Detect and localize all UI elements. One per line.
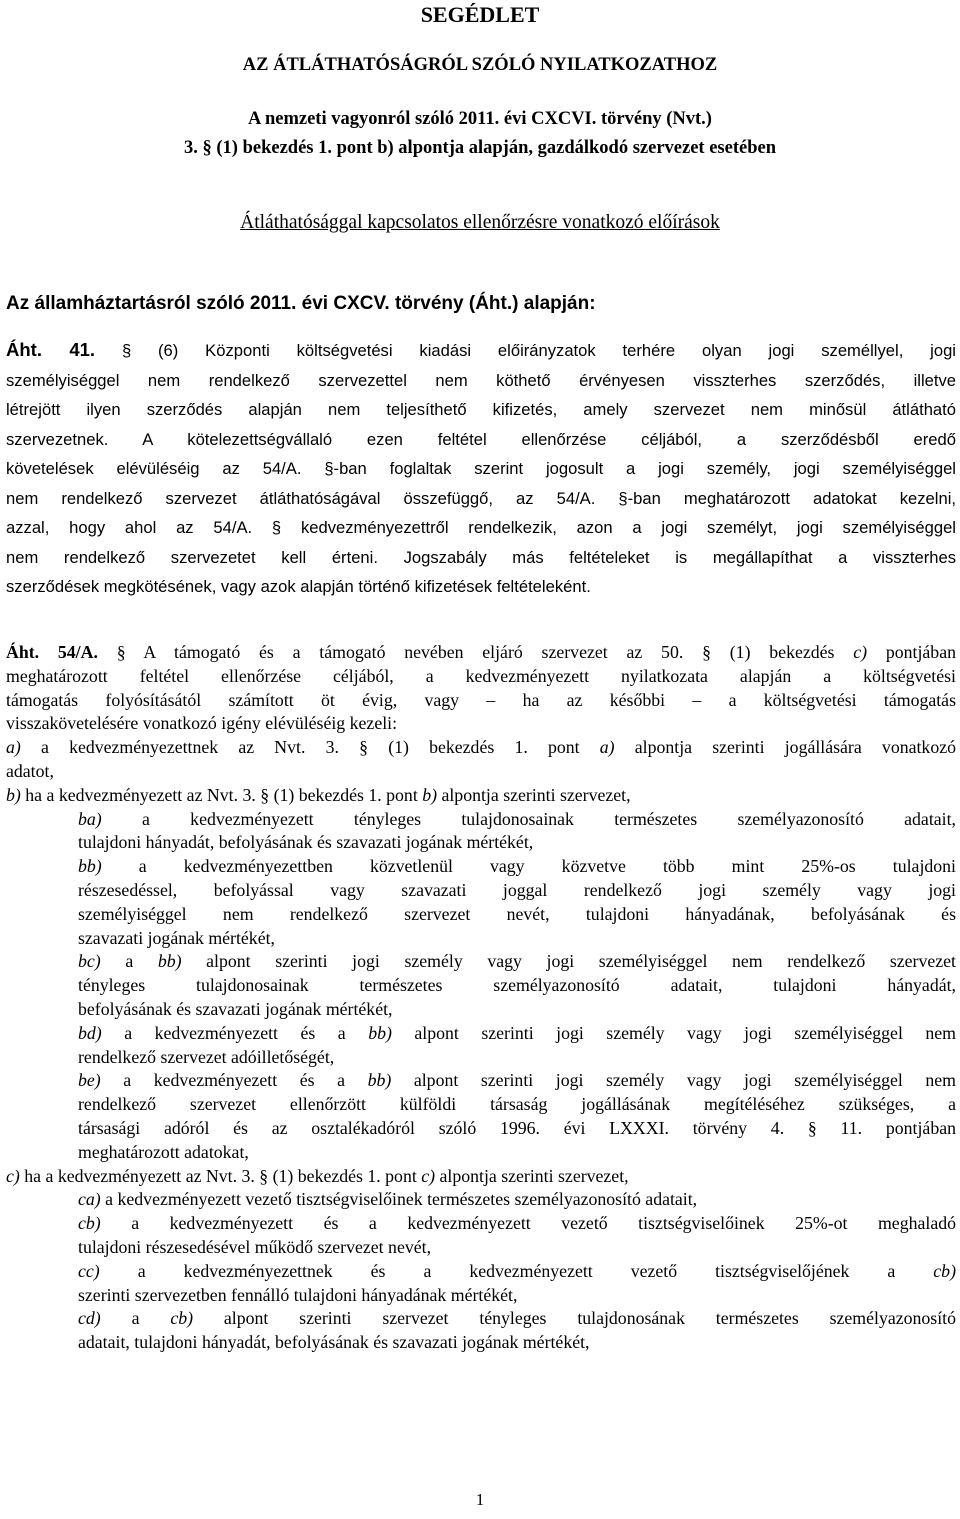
section-41 [6,335,956,602]
legal-reference-line-1: A nemzeti vagyonról szóló 2011. évi CXCVI. törvény (Nvt.) [248,109,712,129]
point-cc-cont: szerinti szervezetben fennálló tulajdoni hányadának mértékét, [78,1284,518,1305]
point-a: a) a kedvezményezettnek az Nvt. 3. § (1) bekezdés 1. pont a) alpontja szerinti jogállására vonatkozó [6,737,956,758]
section-41-line-1: Áht. 41. § (6) Központi költségvetési kiadási előirányzatok terhére olyan jogi személlyel, jogi [6,339,956,360]
point-bc-cont-1: tényleges tulajdonosainak természetes személyazonosító adatait, tulajdoni hányadát, [78,975,956,996]
point-ca: ca) a kedvezményezett vezető tisztségviselőinek természetes személyazonosító adatait, [78,1189,698,1210]
point-a-cont: adatot, [6,760,54,781]
point-ba-cont: tulajdoni hányadát, befolyásának és szavazati jogának mértékét, [78,832,534,853]
point-bc-cont-2: befolyásának és szavazati jogának mértékét, [78,998,393,1019]
document-title: SEGÉDLET [420,2,540,27]
point-c: c) ha a kedvezményezett az Nvt. 3. § (1) bekezdés 1. pont c) alpontja szerinti szervezet, [6,1165,629,1186]
section-41-line-5: követelések elévüléséig az 54/A. §-ban foglaltak szerint jogosult a jogi személy, jogi személyiséggel [6,459,956,478]
point-bb-cont-3: szavazati jogának mértékét, [78,927,275,948]
section-heading: Átláthatósággal kapcsolatos ellenőrzésre vonatkozó előírások [240,212,720,233]
point-be-cont-1: rendelkező szervezet ellenőrzött külföldi társaság jogállásának megítéléséhez szükséges, a [78,1094,956,1115]
point-bd-cont: rendelkező szervezet adóilletőségét, [78,1046,335,1067]
point-b: b) ha a kedvezményezett az Nvt. 3. § (1) bekezdés 1. pont b) alpontja szerinti szervezet, [6,784,631,805]
point-be-cont-2: társasági adóról és az osztalékadóról szóló 1996. évi LXXXI. törvény 4. § 11. pontjában [78,1117,956,1138]
point-ba: ba) a kedvezményezett tényleges tulajdonosainak természetes személyazonosító adatait, [78,808,956,829]
section-41-line-2: személyiséggel nem rendelkező szervezettel nem köthető érvényesen visszterhes szerződés, illetve [6,370,956,390]
point-bc: bc) a bb) alpont szerinti jogi személy vagy jogi személyiséggel nem rendelkező szervezet [78,951,956,972]
point-bb: bb) a kedvezményezettben közvetlenül vagy közvetve több mint 25%-os tulajdoni [78,856,956,877]
point-cb-cont: tulajdoni részesedésével működő szervezet nevét, [78,1236,432,1257]
document-subtitle: AZ ÁTLÁTHATÓSÁGRÓL SZÓLÓ NYILATKOZATHOZ [242,55,718,75]
section-41-line-8: nem rendelkező szervezetet kell érteni. Jogszabály más feltételeket is megállapíthat a visszterhes [6,547,956,567]
section-54a-line-1: Áht. 54/A. § A támogató és a támogató nevében eljáró szervezet az 50. § (1) bekezdés c) pontjában [6,642,956,662]
section-41-line-3: létrejött ilyen szerződés alapján nem teljesíthető kifizetés, amely szervezet nem minősül átlátható [6,400,956,419]
point-bb-cont-1: részesedéssel, befolyással vagy szavazati joggal rendelkező jogi személy vagy jogi [78,879,956,900]
point-be-cont-3: meghatározott adatokat, [78,1141,249,1162]
section-54a-line-2: meghatározott feltétel ellenőrzése céljából, a kedvezményezett nyilatkozata alapján a költségvetési [6,665,956,686]
section-54a-line-4: visszakövetelésére vonatkozó igény elévüléséig kezeli: [6,713,398,734]
section-54a-label: Áht. 54/A. [6,642,98,662]
point-cc: cc) a kedvezményezettnek és a kedvezményezett vezető tisztségviselőjének a cb) [78,1260,956,1281]
page-number: 1 [475,1490,485,1509]
point-cb: cb) a kedvezményezett és a kedvezményezett vezető tisztségviselőinek 25%-ot meghaladó [78,1213,956,1234]
section-54a-line-3: támogatás folyósításától számított öt évig, vagy – ha az későbbi – a költségvetési támogatás [6,689,956,710]
point-bd: bd) a kedvezményezett és a bb) alpont szerinti jogi személy vagy jogi személyiséggel nem [78,1022,957,1043]
section-54a [6,641,956,1355]
point-cd: cd) a cb) alpont szerinti szervezet tényleges tulajdonosának természetes személyazonosító [78,1308,956,1329]
section-41-line-9: szerződések megkötésének, vagy azok alapján történő kifizetések feltételeként. [6,577,591,596]
aht-heading: Az államháztartásról szóló 2011. évi CXCV. törvény (Áht.) alapján: [6,293,596,314]
point-bb-cont-2: személyiséggel nem rendelkező szervezet nevét, tulajdoni hányadának, befolyásának és [78,903,956,924]
point-be: be) a kedvezményezett és a bb) alpont szerinti jogi személy vagy jogi személyiséggel nem [78,1070,956,1091]
section-41-label: Áht. 41. [6,339,96,360]
section-41-line-4: szervezetnek. A kötelezettségvállaló ezen feltétel ellenőrzése céljából, a szerződésből eredő [6,429,956,449]
legal-reference-line-2: 3. § (1) bekezdés 1. pont b) alpontja alapján, gazdálkodó szervezet esetében [184,138,776,158]
section-41-line-6: nem rendelkező szervezet átláthatóságával összefüggő, az 54/A. §-ban meghatározott adatokat kezelni, [6,488,956,508]
point-cd-cont: adatait, tulajdoni hányadát, befolyásának és szavazati jogának mértékét, [78,1332,590,1353]
section-41-line-7: azzal, hogy ahol az 54/A. § kedvezményezettről rendelkezik, azon a jogi személyt, jogi személyiséggel [6,518,956,537]
